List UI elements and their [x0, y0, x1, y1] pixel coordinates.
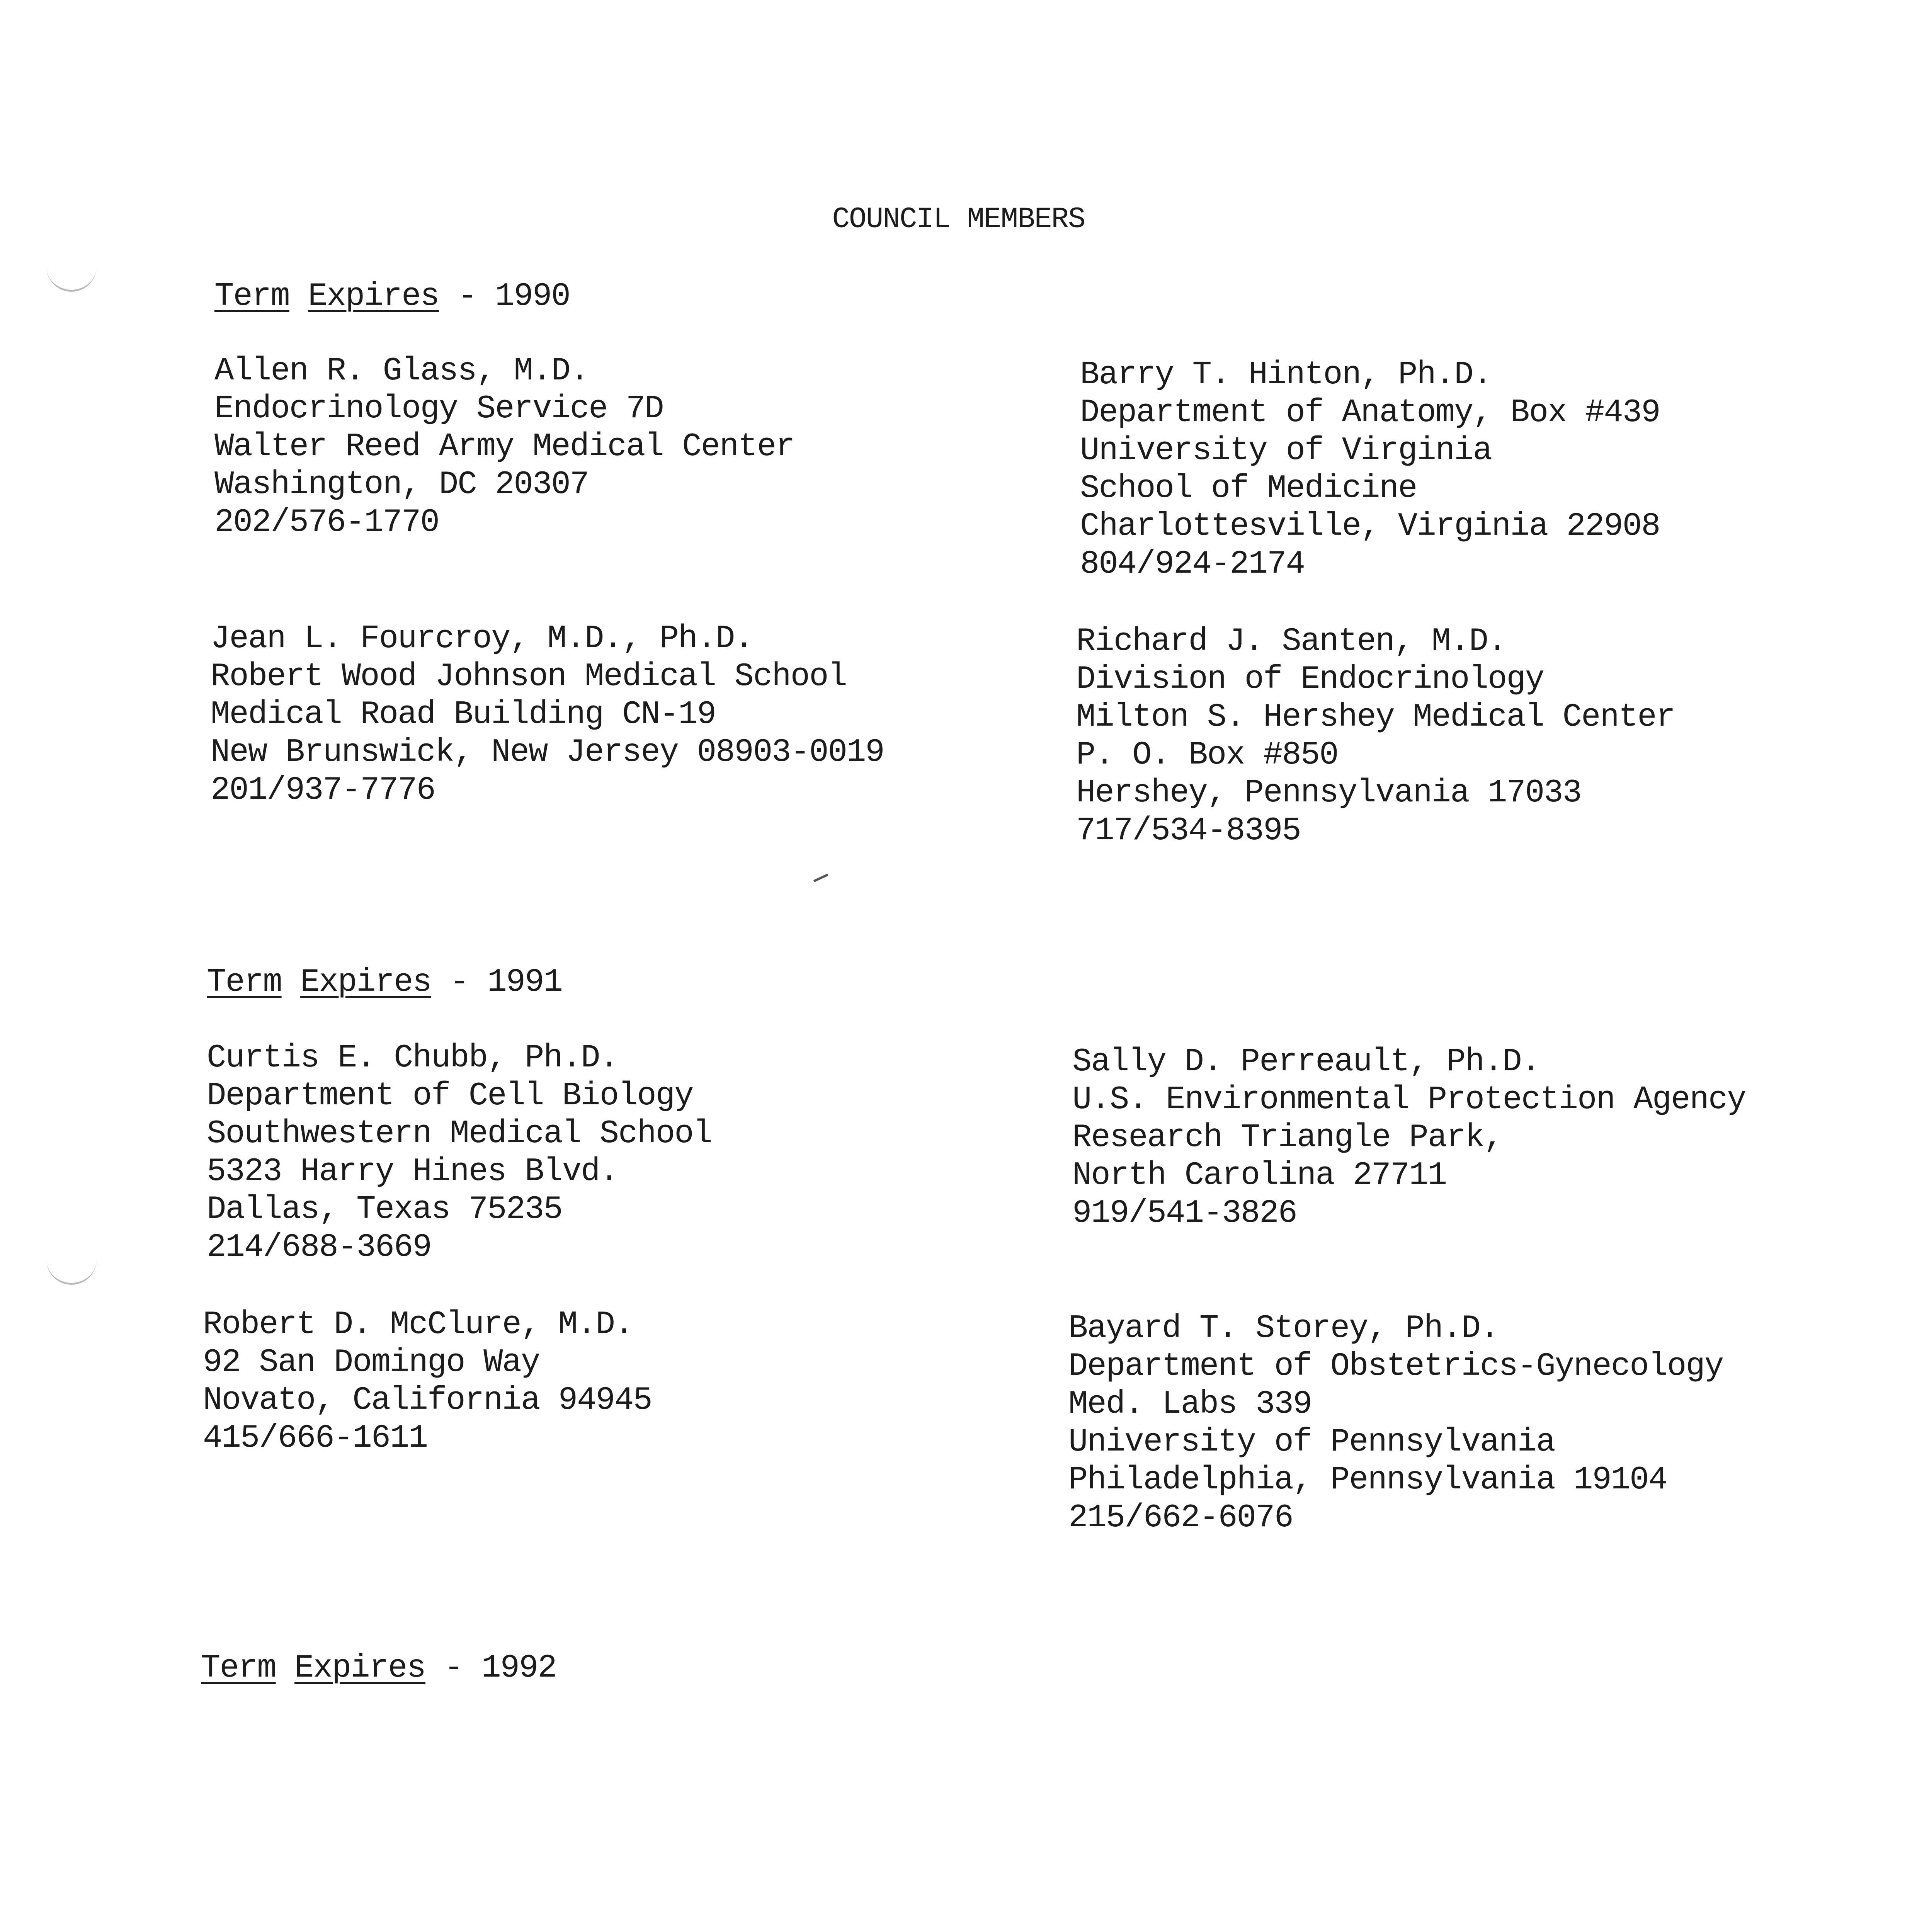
- member-name: Curtis E. Chubb, Ph.D.: [207, 1040, 618, 1077]
- address-line: School of Medicine: [1080, 470, 1417, 507]
- term-year: 1992: [481, 1650, 556, 1687]
- page-title: COUNCIL MEMBERS: [832, 203, 1085, 236]
- member-address-block: [1080, 356, 1660, 583]
- member-address-block: [207, 1039, 712, 1267]
- phone-number: 717/534-8395: [1076, 813, 1301, 849]
- member-name: Robert D. McClure, M.D.: [203, 1306, 633, 1343]
- address-line: New Brunswick, New Jersey 08903-0019: [211, 734, 884, 771]
- address-line: Novato, California 94945: [203, 1382, 652, 1419]
- term-heading-1991: Term Expires - 1991: [207, 964, 562, 1001]
- member-name: Sally D. Perreault, Ph.D.: [1072, 1044, 1540, 1080]
- expires-word: Expires: [294, 1650, 425, 1687]
- address-line: Endocrinology Service 7D: [214, 391, 663, 427]
- term-word: Term: [201, 1650, 276, 1687]
- member-name: Allen R. Glass, M.D.: [214, 353, 589, 389]
- address-line: Walter Reed Army Medical Center: [214, 429, 794, 465]
- term-year: 1990: [495, 278, 570, 315]
- member-address-block: [211, 620, 884, 810]
- member-address-block: [203, 1306, 652, 1458]
- address-line: Dallas, Texas 75235: [207, 1191, 562, 1228]
- term-word: Term: [207, 964, 282, 1001]
- term-year: 1991: [487, 964, 562, 1001]
- address-line: Robert Wood Johnson Medical School: [211, 658, 847, 695]
- address-line: Milton S. Hershey Medical Center: [1076, 699, 1675, 736]
- term-heading-1992: Term Expires - 1992: [201, 1650, 556, 1687]
- address-line: 92 San Domingo Way: [203, 1344, 540, 1381]
- address-line: University of Virginia: [1080, 432, 1492, 469]
- member-address-block: [1068, 1310, 1723, 1537]
- member-address-block: [214, 352, 794, 542]
- member-name: Bayard T. Storey, Ph.D.: [1068, 1310, 1499, 1347]
- address-line: Department of Anatomy, Box #439: [1080, 395, 1660, 431]
- expires-word: Expires: [300, 964, 431, 1001]
- address-line: North Carolina 27711: [1072, 1157, 1447, 1194]
- phone-number: 215/662-6076: [1068, 1500, 1293, 1536]
- phone-number: 919/541-3826: [1072, 1195, 1297, 1232]
- address-line: Division of Endocrinology: [1076, 661, 1544, 698]
- address-line: Southwestern Medical School: [207, 1116, 712, 1152]
- address-line: Med. Labs 339: [1068, 1386, 1312, 1423]
- address-line: Hershey, Pennsylvania 17033: [1076, 775, 1582, 811]
- address-line: Philadelphia, Pennsylvania 19104: [1068, 1462, 1667, 1498]
- member-name: Barry T. Hinton, Ph.D.: [1080, 357, 1492, 393]
- member-name: Jean L. Fourcroy, M.D., Ph.D.: [211, 621, 753, 657]
- address-line: Research Triangle Park,: [1072, 1119, 1503, 1156]
- address-line: Department of Cell Biology: [207, 1078, 693, 1114]
- phone-number: 804/924-2174: [1080, 546, 1305, 583]
- address-line: Medical Road Building CN-19: [211, 696, 716, 733]
- address-line: Washington, DC 20307: [214, 466, 589, 503]
- phone-number: 201/937-7776: [211, 772, 435, 809]
- phone-number: 214/688-3669: [207, 1229, 431, 1266]
- address-line: Department of Obstetrics-Gynecology: [1068, 1348, 1723, 1385]
- term-heading-1990: Term Expires - 1990: [214, 278, 570, 315]
- phone-number: 415/666-1611: [203, 1420, 427, 1457]
- address-line: P. O. Box #850: [1076, 737, 1338, 774]
- phone-number: 202/576-1770: [214, 504, 439, 541]
- expires-word: Expires: [308, 278, 439, 315]
- address-line: University of Pennsylvania: [1068, 1424, 1555, 1461]
- member-address-block: [1076, 623, 1675, 850]
- address-line: Charlottesville, Virginia 22908: [1080, 508, 1660, 545]
- stray-mark: [810, 867, 828, 882]
- member-name: Richard J. Santen, M.D.: [1076, 623, 1507, 660]
- address-line: 5323 Harry Hines Blvd.: [207, 1153, 618, 1190]
- address-line: U.S. Environmental Protection Agency: [1072, 1082, 1746, 1118]
- term-word: Term: [214, 278, 289, 315]
- punch-hole-mark: [46, 263, 97, 292]
- punch-hole-mark: [46, 1256, 97, 1285]
- member-address-block: [1072, 1043, 1746, 1233]
